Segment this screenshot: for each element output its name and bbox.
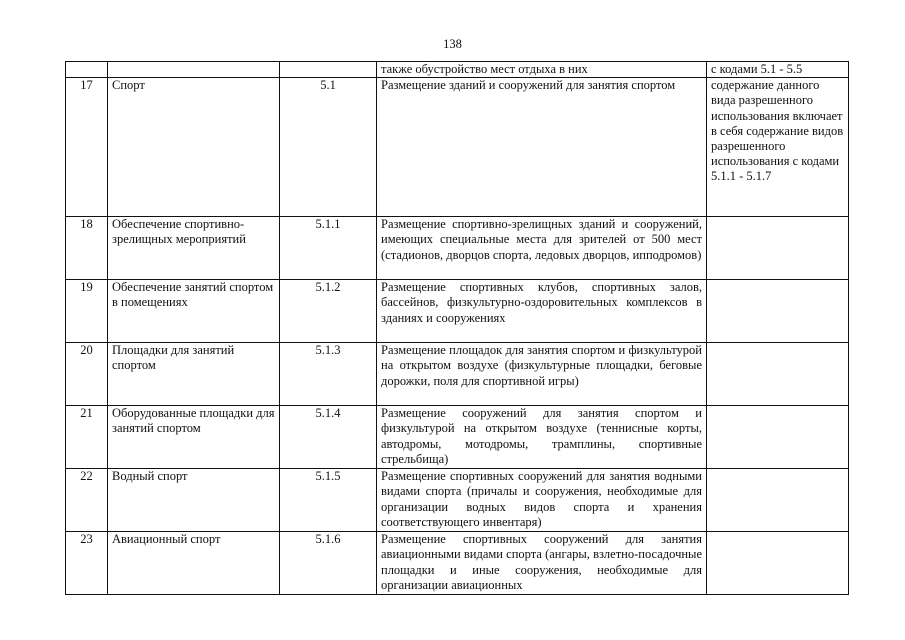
use-description: Размещение спортивно-зрелищных зданий и сооружений, имеющих специальные места для зрителей от 500 мест (стадионов, дворцов спорта, ледовых дворцов, ипподромов)	[377, 217, 707, 280]
use-description: также обустройство мест отдыха в них	[377, 62, 707, 78]
use-name: Оборудованные площадки для занятий спортом	[108, 406, 280, 469]
use-note	[707, 280, 849, 343]
use-name: Водный спорт	[108, 469, 280, 532]
use-name: Обеспечение занятий спортом в помещениях	[108, 280, 280, 343]
use-name	[108, 62, 280, 78]
use-description: Размещение спортивных сооружений для занятия авиационными видами спорта (ангары, взлетно-посадочные площадки и иные сооружения, необходимые для организации авиационных	[377, 532, 707, 595]
use-code: 5.1.1	[280, 217, 377, 280]
row-number: 21	[66, 406, 108, 469]
use-name: Обеспечение спортивно-зрелищных мероприятий	[108, 217, 280, 280]
use-name: Авиационный спорт	[108, 532, 280, 595]
use-note: с кодами 5.1 - 5.5	[707, 62, 849, 78]
row-number: 19	[66, 280, 108, 343]
table-row	[66, 217, 849, 280]
row-number	[66, 62, 108, 78]
use-description: Размещение сооружений для занятия спортом и физкультурой на открытом воздухе (теннисные корты, автодромы, мотодромы, трамплины, спортивные стрельбища)	[377, 406, 707, 469]
use-code: 5.1.2	[280, 280, 377, 343]
land-use-table	[65, 61, 849, 595]
table-row	[66, 469, 849, 532]
table-row-continuation	[66, 62, 849, 78]
use-description: Размещение спортивных клубов, спортивных залов, бассейнов, физкультурно-оздоровительных комплексов в зданиях и сооружениях	[377, 280, 707, 343]
table-row	[66, 343, 849, 406]
use-note	[707, 469, 849, 532]
use-description: Размещение площадок для занятия спортом и физкультурой на открытом воздухе (физкультурные площадки, беговые дорожки, поля для спортивной игры)	[377, 343, 707, 406]
table-row	[66, 78, 849, 217]
use-note	[707, 532, 849, 595]
row-number: 18	[66, 217, 108, 280]
use-code: 5.1.6	[280, 532, 377, 595]
use-code: 5.1.4	[280, 406, 377, 469]
table-row	[66, 280, 849, 343]
row-number: 17	[66, 78, 108, 217]
use-code: 5.1.5	[280, 469, 377, 532]
row-number: 20	[66, 343, 108, 406]
use-name: Спорт	[108, 78, 280, 217]
use-note: содержание данного вида разрешенного использования включает в себя содержание видов разрешенного использования с кодами 5.1.1 - 5.1.7	[707, 78, 849, 217]
use-description: Размещение зданий и сооружений для занятия спортом	[377, 78, 707, 217]
table-row	[66, 532, 849, 595]
use-code: 5.1.3	[280, 343, 377, 406]
row-number: 23	[66, 532, 108, 595]
row-number: 22	[66, 469, 108, 532]
use-note	[707, 217, 849, 280]
table-row	[66, 406, 849, 469]
use-note	[707, 406, 849, 469]
use-code: 5.1	[280, 78, 377, 217]
page-number: 138	[443, 37, 462, 51]
use-description: Размещение спортивных сооружений для занятия водными видами спорта (причалы и сооружения, необходимые для организации водных видов спорта и хранения соответствующего инвентаря)	[377, 469, 707, 532]
use-note	[707, 343, 849, 406]
use-code	[280, 62, 377, 78]
use-name: Площадки для занятий спортом	[108, 343, 280, 406]
